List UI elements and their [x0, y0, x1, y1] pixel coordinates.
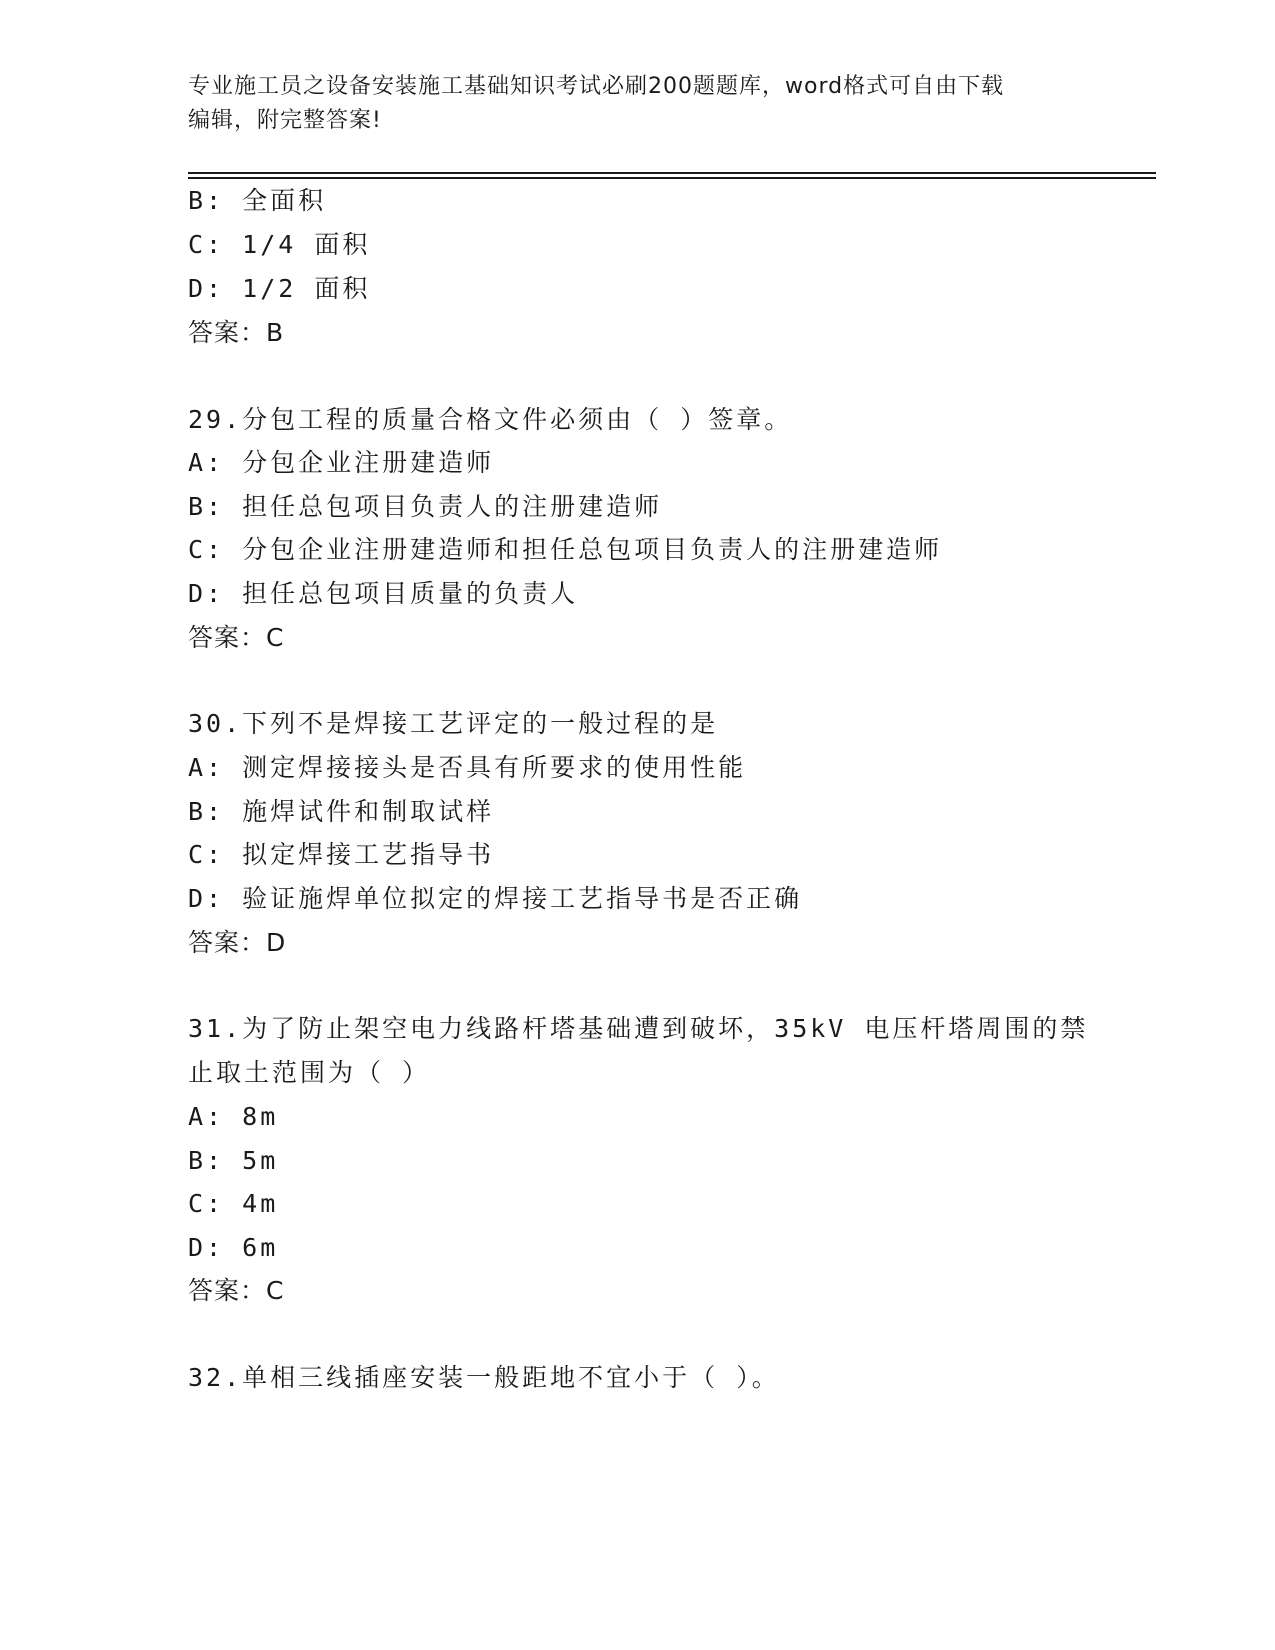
- q30-answer: 答案：D: [188, 928, 287, 957]
- q28-answer: 答案：B: [188, 318, 285, 347]
- q30-option-d: D: 验证施焊单位拟定的焊接工艺指导书是否正确: [188, 884, 803, 913]
- q28-option-d: D: 1/2 面积: [188, 274, 371, 303]
- q30-option-a: A: 测定焊接接头是否具有所要求的使用性能: [188, 753, 747, 782]
- q31-option-d: D: 6m: [188, 1233, 279, 1262]
- header-divider-bottom: [188, 177, 1156, 179]
- document-header: [188, 70, 1088, 138]
- q31-option-b: B: 5m: [188, 1146, 279, 1175]
- q29-option-b: B: 担任总包项目负责人的注册建造师: [188, 492, 663, 521]
- q29-option-c: C: 分包企业注册建造师和担任总包项目负责人的注册建造师: [188, 535, 943, 564]
- q31-question-line-2: 止取土范围为（ ）: [188, 1058, 431, 1087]
- q30-option-b: B: 施焊试件和制取试样: [188, 797, 495, 826]
- header-line-2: 编辑，附完整答案!: [188, 108, 382, 133]
- q28-option-b: B: 全面积: [188, 186, 327, 215]
- q31-answer: 答案：C: [188, 1276, 285, 1305]
- q31-option-a: A: 8m: [188, 1102, 279, 1131]
- q28-option-c: C: 1/4 面积: [188, 230, 371, 259]
- q31-option-c: C: 4m: [188, 1189, 279, 1218]
- q29-question: 29.分包工程的质量合格文件必须由（ ）签章。: [188, 405, 793, 434]
- q31-question-line-1: 31.为了防止架空电力线路杆塔基础遭到破坏，35kV 电压杆塔周围的禁: [188, 1014, 1089, 1043]
- header-divider-top: [188, 172, 1156, 174]
- q29-option-d: D: 担任总包项目质量的负责人: [188, 579, 579, 608]
- q30-option-c: C: 拟定焊接工艺指导书: [188, 840, 495, 869]
- q32-question: 32.单相三线插座安装一般距地不宜小于（ ）。: [188, 1363, 780, 1392]
- header-line-1: 专业施工员之设备安装施工基础知识考试必刷200题题库，word格式可自由下载: [188, 74, 1005, 99]
- q30-question: 30.下列不是焊接工艺评定的一般过程的是: [188, 709, 719, 738]
- q29-answer: 答案：C: [188, 623, 285, 652]
- q29-option-a: A: 分包企业注册建造师: [188, 448, 495, 477]
